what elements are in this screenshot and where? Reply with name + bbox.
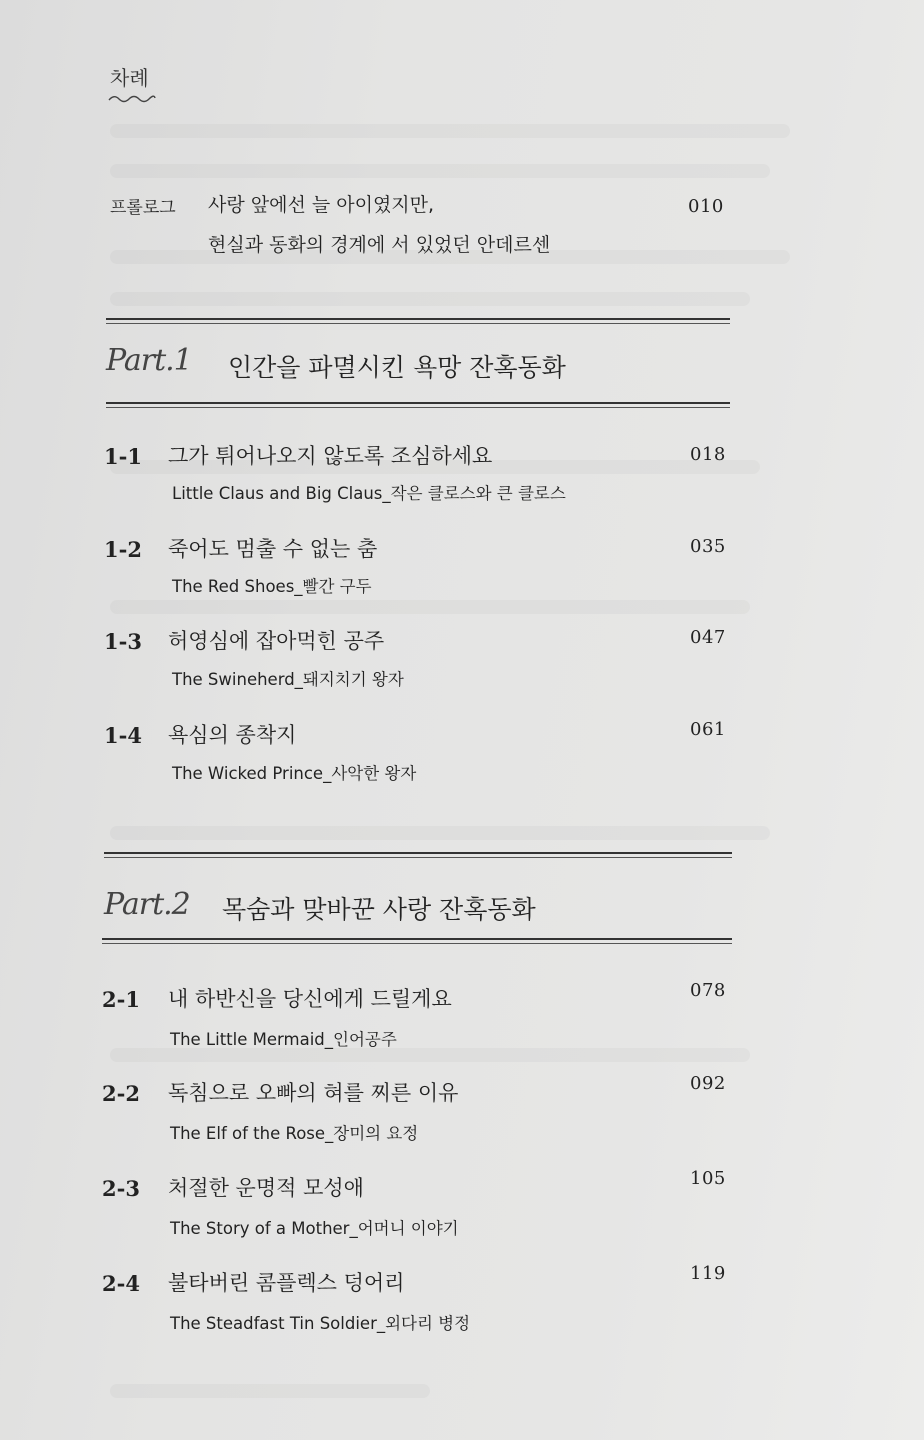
chapter-subtitle: The Steadfast Tin Soldier_외다리 병정 (170, 1314, 471, 1333)
chapter-subtitle: The Little Mermaid_인어공주 (170, 1030, 397, 1049)
wave-ornament-icon (108, 92, 156, 104)
chapter-page-number: 092 (690, 1073, 726, 1094)
chapter-subtitle: The Swineherd_돼지치기 왕자 (172, 670, 404, 689)
part-title: 인간을 파멸시킨 욕망 잔혹동화 (228, 353, 566, 382)
chapter-number: 1-4 (104, 723, 142, 748)
toc-heading: 차례 (110, 66, 149, 90)
prologue-title-line1: 사랑 앞에선 늘 아이였지만, (208, 194, 435, 216)
part-label: Part.2 (104, 887, 190, 922)
chapter-title: 불타버린 콤플렉스 덩어리 (168, 1271, 405, 1295)
chapter-number: 2-2 (102, 1081, 140, 1106)
chapter-subtitle: The Wicked Prince_사악한 왕자 (172, 764, 417, 783)
chapter-page-number: 078 (690, 980, 726, 1001)
double-rule (104, 852, 732, 858)
part-title: 목숨과 맞바꾼 사랑 잔혹동화 (222, 895, 536, 924)
chapter-page-number: 105 (690, 1168, 726, 1189)
bleed-through-text (110, 124, 790, 138)
double-rule (102, 938, 732, 944)
chapter-number: 2-1 (102, 987, 140, 1012)
chapter-title: 내 하반신을 당신에게 드릴게요 (168, 987, 452, 1011)
prologue-page-number: 010 (688, 196, 724, 217)
bleed-through-text (110, 826, 770, 840)
chapter-subtitle: The Red Shoes_빨간 구두 (172, 577, 372, 596)
chapter-title: 허영심에 잡아먹힌 공주 (168, 629, 385, 653)
chapter-title: 처절한 운명적 모성애 (168, 1176, 364, 1200)
double-rule (106, 318, 730, 324)
part-label: Part.1 (106, 343, 192, 378)
chapter-page-number: 061 (690, 719, 726, 740)
chapter-number: 1-3 (104, 629, 142, 654)
chapter-page-number: 018 (690, 444, 726, 465)
chapter-page-number: 035 (690, 536, 726, 557)
bleed-through-text (110, 1384, 430, 1398)
bleed-through-text (110, 164, 770, 178)
chapter-page-number: 119 (690, 1263, 726, 1284)
chapter-subtitle: The Story of a Mother_어머니 이야기 (170, 1219, 459, 1238)
bleed-through-text (110, 292, 750, 306)
chapter-title: 그가 튀어나오지 않도록 조심하세요 (168, 444, 493, 468)
chapter-subtitle: The Elf of the Rose_장미의 요정 (170, 1124, 419, 1143)
prologue-label: 프롤로그 (110, 198, 176, 218)
chapter-title: 욕심의 종착지 (168, 723, 297, 747)
chapter-page-number: 047 (690, 627, 726, 648)
chapter-subtitle: Little Claus and Big Claus_작은 클로스와 큰 클로스 (172, 484, 566, 503)
chapter-number: 2-4 (102, 1271, 140, 1296)
chapter-title: 독침으로 오빠의 혀를 찌른 이유 (168, 1081, 459, 1105)
chapter-number: 1-1 (104, 444, 142, 469)
bleed-through-text (110, 600, 750, 614)
double-rule (106, 402, 730, 408)
chapter-number: 1-2 (104, 537, 142, 562)
chapter-number: 2-3 (102, 1176, 140, 1201)
prologue-title-line2: 현실과 동화의 경계에 서 있었던 안데르센 (208, 234, 551, 256)
bleed-through-text (110, 1048, 750, 1062)
chapter-title: 죽어도 멈출 수 없는 춤 (168, 537, 378, 561)
